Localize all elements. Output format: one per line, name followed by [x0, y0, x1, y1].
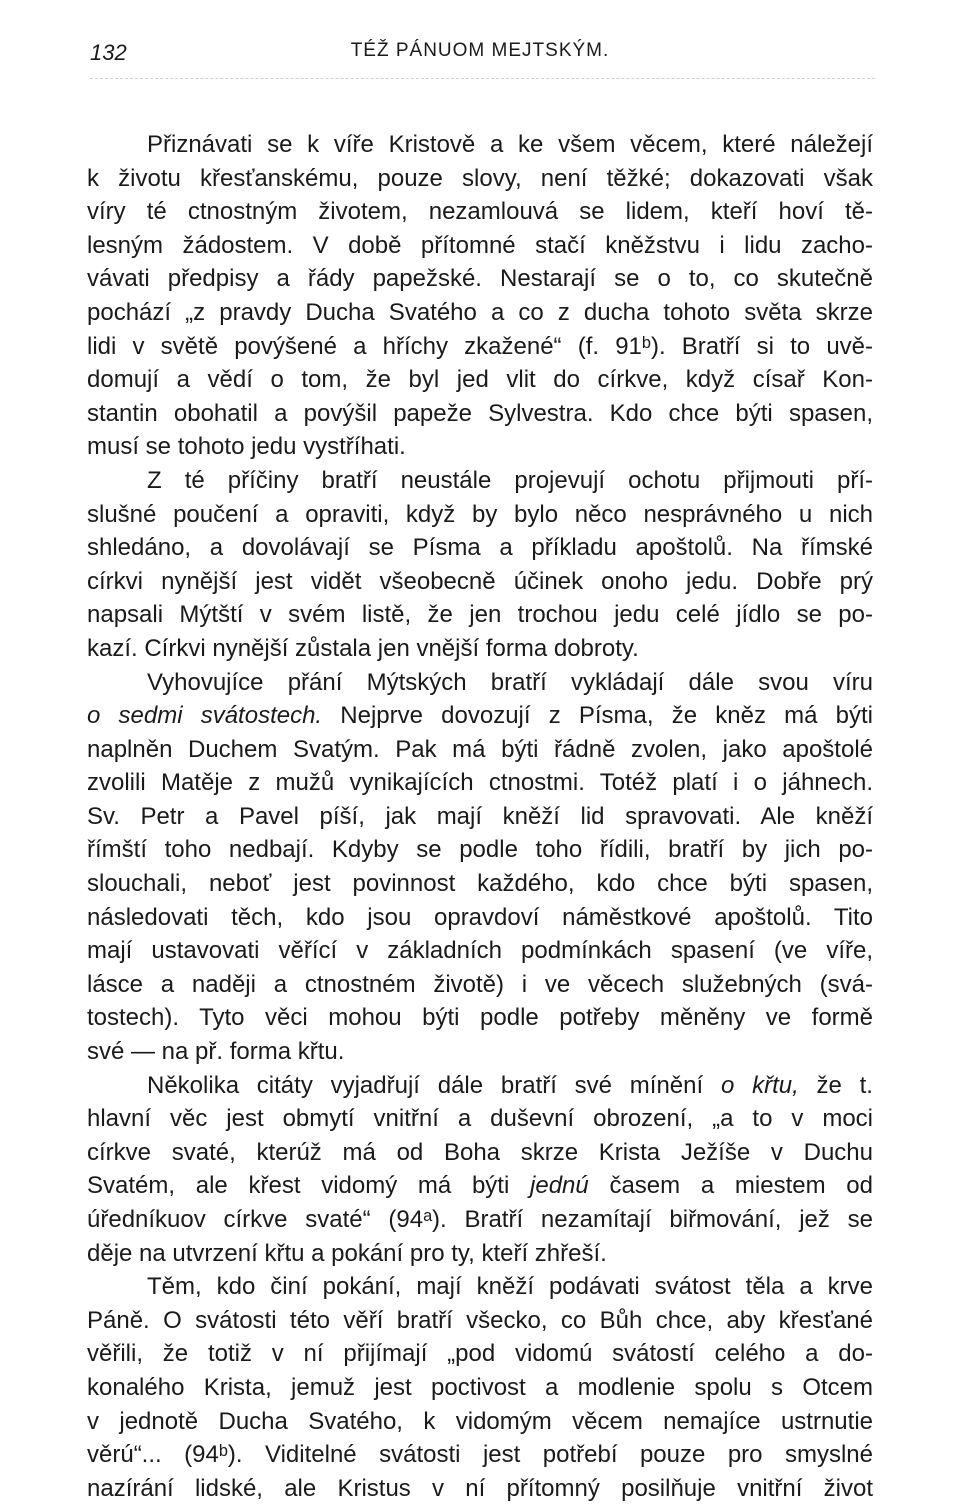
text-line: nazírání lidské, ale Kristus v ní přítomný posilňuje vnitřní život [87, 1474, 873, 1502]
text-line: slouchali, neboť jest povinnost každého, kdo chce býti spasen, [87, 870, 873, 898]
text-line: Vyhovujíce přání Mýtských bratří vykládají dále svou víru [147, 668, 873, 696]
text-line: církvi nynější jest vidět všeobecně účinek onoho jedu. Dobře prý [87, 567, 873, 595]
text-line: hlavní věc jest obmytí vnitřní a duševní obrození, „a to v moci [87, 1105, 873, 1133]
text-line: římští toho nedbají. Kdyby se podle toho řídili, bratří by jich po- [87, 836, 873, 864]
text-line: věrú“... (94ᵇ). Viditelné svátosti jest potřebí pouze pro smyslné [87, 1441, 873, 1469]
text-line: konalého Krista, jemuž jest poctivost a modlenie spolu s Otcem [87, 1373, 873, 1401]
text-line: kazí. Církvi nynější zůstala jen vnější forma dobroty. [87, 634, 639, 662]
text-line: naplněn Duchem Svatým. Pak má býti řádně zvolen, jako apoštolé [87, 735, 873, 763]
text-line: lesným žádostem. V době přítomné stačí kněžstvu i lidu zacho- [87, 231, 873, 259]
text-line: k životu křesťanskému, pouze slovy, není těžké; dokazovati však [87, 164, 873, 192]
text-line: slušné poučení a opraviti, když by bylo něco nesprávného u nich [87, 500, 873, 528]
text-line: v jednotě Ducha Svatého, k vidomým věcem nemajíce ustrnutie [87, 1407, 873, 1435]
text-line: mají ustavovati věřící v základních podmínkách spasení (ve víře, [87, 937, 873, 965]
text-line: vávati předpisy a řády papežské. Nestarají se o to, co skutečně [87, 265, 873, 293]
text-line: víry té ctnostným životem, nezamlouvá se lidem, kteří hoví tě- [87, 198, 873, 226]
text-line: Sv. Petr a Pavel píší, jak mají kněží lid spravovati. Ale kněží [87, 802, 873, 830]
text-line: Z té příčiny bratří neustále projevují ochotu přijmouti pří- [147, 466, 873, 494]
text-line: stantin obohatil a povýšil papeže Sylvestra. Kdo chce býti spasen, [87, 399, 873, 427]
running-head: TÉŽ PÁNUOM MEJTSKÝM. [350, 40, 610, 61]
text-line: o sedmi svátostech. Nejprve dovozují z Písma, že kněz má býti [87, 702, 873, 730]
text-line: lásce a naději a ctnostném životě) i ve věcech služebných (svá- [87, 970, 873, 998]
text-line: lidi v světě povýšené a hříchy zkažené“ (f. 91ᵇ). Bratří si to uvě- [87, 332, 873, 360]
text-line: tostech). Tyto věci mohou býti podle potřeby měněny ve formě [87, 1004, 873, 1032]
text-line: Těm, kdo činí pokání, mají kněží podávati svátost těla a krve [147, 1273, 873, 1301]
text-line: musí se tohoto jedu vystříhati. [87, 433, 406, 461]
text-line: napsali Mýtští v svém listě, že jen trochou jedu celé jídlo se po- [87, 601, 873, 629]
italic-phrase: jednú [530, 1172, 589, 1200]
italic-phrase: o křtu, [720, 1071, 799, 1099]
text-line: úředníkuov církve svaté“ (94ᵃ). Bratří nezamítají biřmování, jež se [87, 1206, 873, 1233]
text-line: pochází „z pravdy Ducha Svatého a co z ducha tohoto světa skrze [87, 298, 873, 326]
text-line: domují a vědí o tom, že byl jed vlit do církve, když císař Kon- [87, 366, 873, 394]
text-line: Páně. O svátosti této věří bratří všecko, co Bůh chce, aby křesťané [87, 1306, 873, 1334]
text-line: zvolili Matěje z mužů vynikajících ctnostmi. Totéž platí i o jáhnech. [87, 769, 873, 797]
text-line: Svatém, ale křest vidomý má býti jednú časem a miestem od [87, 1172, 873, 1200]
text-line: Několika citáty vyjadřují dále bratří své mínění o křtu, že t. [147, 1071, 873, 1099]
text-line: Přiznávati se k víře Kristově a ke všem věcem, které náležejí [147, 131, 873, 158]
text-line: své — na př. forma křtu. [87, 1038, 345, 1066]
page-number: 132 [90, 40, 127, 65]
text-line: věřili, že totiž v ní přijímají „pod vidomú svátostí celého a do- [87, 1340, 873, 1368]
header-rule [90, 78, 875, 79]
body-text [87, 128, 873, 1505]
text-line: církve svaté, kterúž má od Boha skrze Krista Ježíše v Duchu [87, 1138, 873, 1166]
text-line: děje na utvrzení křtu a pokání pro ty, kteří zhřeší. [87, 1239, 607, 1267]
text-line: shledáno, a dovolávají se Písma a příkladu apoštolů. Na římské [87, 534, 873, 562]
text-line: následovati těch, kdo jsou opravdoví náměstkové apoštolů. Tito [87, 903, 873, 931]
italic-phrase: o sedmi svátostech. [87, 702, 323, 730]
page-header [90, 40, 870, 72]
